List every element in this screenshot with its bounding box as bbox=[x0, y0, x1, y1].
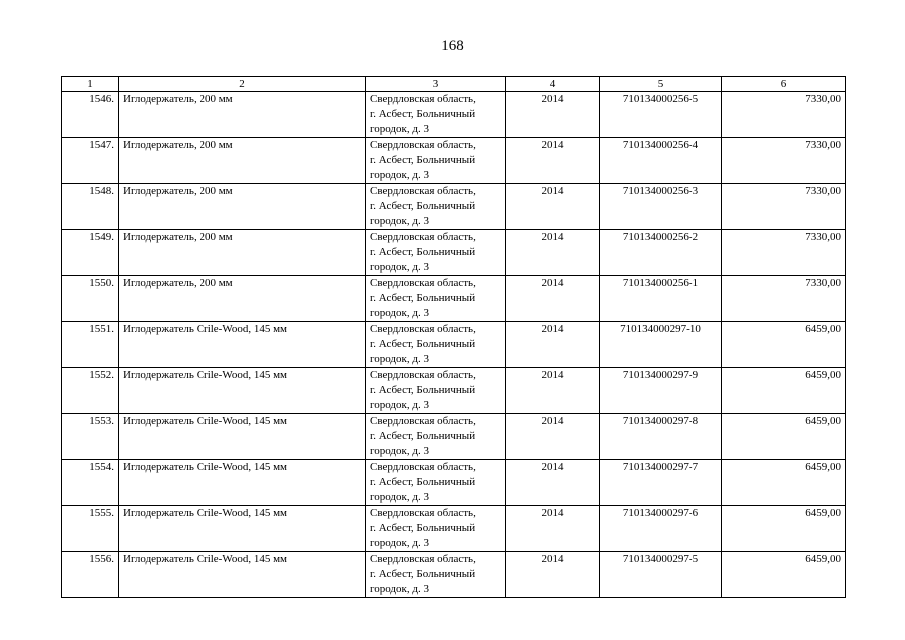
table-row bbox=[62, 138, 846, 184]
year-cell: 2014 bbox=[506, 368, 600, 414]
row-number-cell: 1546. bbox=[62, 92, 119, 138]
address-line: городок, д. 3 bbox=[370, 583, 429, 595]
row-number-cell: 1548. bbox=[62, 184, 119, 230]
address-line: г. Асбест, Больничный bbox=[370, 476, 476, 488]
item-name-cell: Иглодержатель, 200 мм bbox=[119, 230, 366, 276]
address-cell bbox=[366, 460, 506, 506]
address-line: Свердловская область, bbox=[370, 231, 476, 243]
address-line: г. Асбест, Больничный bbox=[370, 292, 476, 304]
table-row bbox=[62, 552, 846, 598]
address-line: г. Асбест, Больничный bbox=[370, 568, 476, 580]
address-line: г. Асбест, Больничный bbox=[370, 522, 476, 534]
address-line: городок, д. 3 bbox=[370, 169, 429, 181]
address-line: г. Асбест, Больничный bbox=[370, 384, 476, 396]
address-line: Свердловская область, bbox=[370, 415, 476, 427]
inventory-number-cell: 710134000297-9 bbox=[600, 368, 722, 414]
column-header: 3 bbox=[366, 77, 506, 92]
price-cell: 6459,00 bbox=[722, 414, 846, 460]
column-header: 2 bbox=[119, 77, 366, 92]
price-cell: 6459,00 bbox=[722, 368, 846, 414]
address-line: Свердловская область, bbox=[370, 369, 476, 381]
address-line: Свердловская область, bbox=[370, 507, 476, 519]
column-header: 4 bbox=[506, 77, 600, 92]
item-name-cell: Иглодержатель, 200 мм bbox=[119, 138, 366, 184]
price-cell: 7330,00 bbox=[722, 92, 846, 138]
table-row bbox=[62, 368, 846, 414]
table-row bbox=[62, 92, 846, 138]
inventory-number-cell: 710134000297-7 bbox=[600, 460, 722, 506]
table-row bbox=[62, 460, 846, 506]
row-number-cell: 1547. bbox=[62, 138, 119, 184]
year-cell: 2014 bbox=[506, 506, 600, 552]
address-line: Свердловская область, bbox=[370, 277, 476, 289]
registry-table bbox=[61, 76, 846, 598]
address-cell bbox=[366, 230, 506, 276]
row-number-cell: 1555. bbox=[62, 506, 119, 552]
year-cell: 2014 bbox=[506, 460, 600, 506]
address-cell bbox=[366, 368, 506, 414]
address-line: г. Асбест, Больничный bbox=[370, 246, 476, 258]
address-cell bbox=[366, 322, 506, 368]
year-cell: 2014 bbox=[506, 414, 600, 460]
item-name-cell: Иглодержатель Crile-Wood, 145 мм bbox=[119, 552, 366, 598]
address-line: городок, д. 3 bbox=[370, 307, 429, 319]
item-name-cell: Иглодержатель, 200 мм bbox=[119, 276, 366, 322]
inventory-number-cell: 710134000297-10 bbox=[600, 322, 722, 368]
address-cell bbox=[366, 92, 506, 138]
address-line: г. Асбест, Больничный bbox=[370, 200, 476, 212]
item-name-cell: Иглодержатель Crile-Wood, 145 мм bbox=[119, 368, 366, 414]
table-body bbox=[62, 92, 846, 598]
address-cell bbox=[366, 184, 506, 230]
address-line: городок, д. 3 bbox=[370, 399, 429, 411]
address-cell bbox=[366, 552, 506, 598]
price-cell: 6459,00 bbox=[722, 460, 846, 506]
table-row bbox=[62, 184, 846, 230]
year-cell: 2014 bbox=[506, 230, 600, 276]
address-cell bbox=[366, 276, 506, 322]
address-cell bbox=[366, 506, 506, 552]
address-line: городок, д. 3 bbox=[370, 491, 429, 503]
inventory-number-cell: 710134000256-2 bbox=[600, 230, 722, 276]
address-line: Свердловская область, bbox=[370, 93, 476, 105]
price-cell: 6459,00 bbox=[722, 506, 846, 552]
inventory-number-cell: 710134000297-8 bbox=[600, 414, 722, 460]
column-header: 5 bbox=[600, 77, 722, 92]
inventory-number-cell: 710134000297-5 bbox=[600, 552, 722, 598]
row-number-cell: 1551. bbox=[62, 322, 119, 368]
address-line: городок, д. 3 bbox=[370, 123, 429, 135]
address-line: Свердловская область, bbox=[370, 185, 476, 197]
address-line: г. Асбест, Больничный bbox=[370, 338, 476, 350]
address-line: городок, д. 3 bbox=[370, 353, 429, 365]
year-cell: 2014 bbox=[506, 138, 600, 184]
column-header: 6 bbox=[722, 77, 846, 92]
header-row bbox=[62, 77, 846, 92]
item-name-cell: Иглодержатель, 200 мм bbox=[119, 92, 366, 138]
row-number-cell: 1554. bbox=[62, 460, 119, 506]
year-cell: 2014 bbox=[506, 322, 600, 368]
year-cell: 2014 bbox=[506, 276, 600, 322]
address-line: городок, д. 3 bbox=[370, 445, 429, 457]
row-number-cell: 1552. bbox=[62, 368, 119, 414]
price-cell: 7330,00 bbox=[722, 276, 846, 322]
item-name-cell: Иглодержатель Crile-Wood, 145 мм bbox=[119, 460, 366, 506]
inventory-number-cell: 710134000256-1 bbox=[600, 276, 722, 322]
row-number-cell: 1556. bbox=[62, 552, 119, 598]
address-line: г. Асбест, Больничный bbox=[370, 108, 476, 120]
item-name-cell: Иглодержатель, 200 мм bbox=[119, 184, 366, 230]
price-cell: 7330,00 bbox=[722, 138, 846, 184]
address-line: Свердловская область, bbox=[370, 323, 476, 335]
price-cell: 7330,00 bbox=[722, 230, 846, 276]
address-line: Свердловская область, bbox=[370, 461, 476, 473]
year-cell: 2014 bbox=[506, 92, 600, 138]
table-row bbox=[62, 322, 846, 368]
inventory-number-cell: 710134000256-4 bbox=[600, 138, 722, 184]
table-row bbox=[62, 506, 846, 552]
table-row bbox=[62, 276, 846, 322]
address-line: городок, д. 3 bbox=[370, 261, 429, 273]
item-name-cell: Иглодержатель Crile-Wood, 145 мм bbox=[119, 414, 366, 460]
price-cell: 6459,00 bbox=[722, 552, 846, 598]
address-line: Свердловская область, bbox=[370, 553, 476, 565]
table-row bbox=[62, 230, 846, 276]
inventory-number-cell: 710134000256-3 bbox=[600, 184, 722, 230]
price-cell: 7330,00 bbox=[722, 184, 846, 230]
address-line: Свердловская область, bbox=[370, 139, 476, 151]
page-number: 168 bbox=[441, 38, 464, 54]
address-line: городок, д. 3 bbox=[370, 215, 429, 227]
inventory-number-cell: 710134000297-6 bbox=[600, 506, 722, 552]
table-row bbox=[62, 414, 846, 460]
item-name-cell: Иглодержатель Crile-Wood, 145 мм bbox=[119, 322, 366, 368]
address-cell bbox=[366, 138, 506, 184]
year-cell: 2014 bbox=[506, 184, 600, 230]
row-number-cell: 1549. bbox=[62, 230, 119, 276]
year-cell: 2014 bbox=[506, 552, 600, 598]
item-name-cell: Иглодержатель Crile-Wood, 145 мм bbox=[119, 506, 366, 552]
price-cell: 6459,00 bbox=[722, 322, 846, 368]
column-header: 1 bbox=[62, 77, 119, 92]
address-line: городок, д. 3 bbox=[370, 537, 429, 549]
address-line: г. Асбест, Больничный bbox=[370, 154, 476, 166]
inventory-number-cell: 710134000256-5 bbox=[600, 92, 722, 138]
address-cell bbox=[366, 414, 506, 460]
row-number-cell: 1550. bbox=[62, 276, 119, 322]
row-number-cell: 1553. bbox=[62, 414, 119, 460]
address-line: г. Асбест, Больничный bbox=[370, 430, 476, 442]
